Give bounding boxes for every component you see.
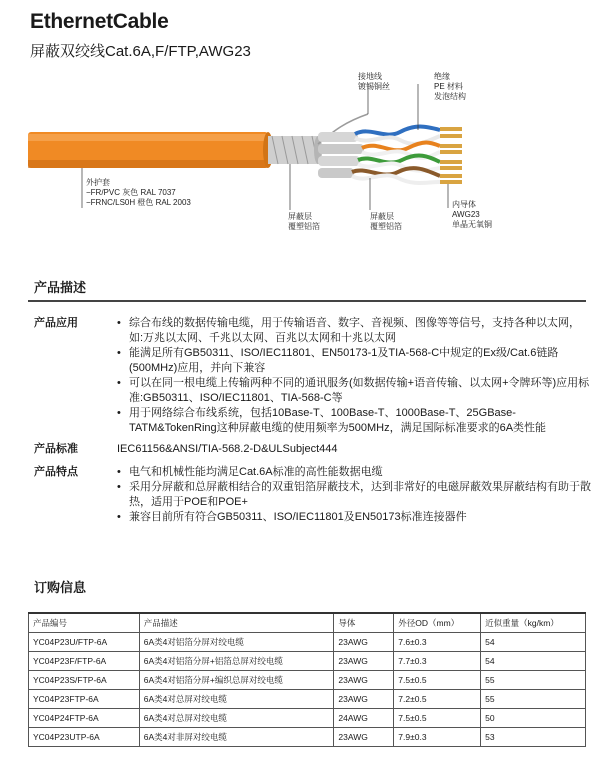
cell-od: 7.5±0.5 [394,708,481,727]
description-section [34,316,594,529]
cell-weight: 55 [481,670,586,689]
cell-od: 7.2±0.5 [394,689,481,708]
list-item: • 采用分屏蔽和总屏蔽相结合的双重铝箔屏蔽技术，达到非常好的电磁屏蔽效果屏蔽结构有助于散热，适用于POE和POE+ [117,481,591,508]
copper-conductors [440,127,462,184]
cell-weight: 55 [481,689,586,708]
cell-description: 6A类4对总屏对绞电缆 [139,689,334,708]
cell-part-number: YC04P23S/FTP-6A [29,670,140,689]
callout-shield-overall: 屏蔽层 覆塑铝箔 [288,212,320,231]
cell-conductor: 23AWG [334,689,394,708]
cell-conductor: 24AWG [334,708,394,727]
cable-illustration [0,60,614,275]
cell-part-number: YC04P24FTP-6A [29,708,140,727]
page-subtitle: 屏蔽双绞线Cat.6A,F/FTP,AWG23 [30,43,251,60]
table-row [29,670,586,689]
cell-weight: 54 [481,632,586,651]
application-row [34,316,594,436]
callout-jacket: 外护套 −FR/PVC 灰色 RAL 7037 −FRNC/LS0H 橙色 RAL 2003 [86,178,191,207]
column-header: 外径OD（mm） [394,613,481,632]
description-divider [28,300,586,302]
cell-part-number: YC04P23F/FTP-6A [29,651,140,670]
twisted-pairs [352,127,440,184]
cell-od: 7.9±0.3 [394,727,481,746]
application-label: 产品应用 [34,317,78,329]
callout-shield-pair: 屏蔽层 覆塑铝箔 [370,212,402,231]
table-row [29,651,586,670]
cell-conductor: 23AWG [334,632,394,651]
cell-description: 6A类4对铝箔分屏+铝箔总屏对绞电缆 [139,651,334,670]
ordering-table [28,612,586,747]
cell-od: 7.5±0.5 [394,670,481,689]
list-item: • 兼容目前所有符合GB50311、ISO/IEC11801及EN50173标准连接器件 [117,511,467,523]
callout-ground-wire: 接地线 镀锡铜丝 [358,72,390,91]
list-item: • 综合布线的数据传输电缆，用于传输语音、数字、音视频、图像等等信号，支持各种以太网，如:万兆以太网、千兆以太网、百兆以太网和十兆以太网 [117,317,580,344]
ordering-heading: 订购信息 [34,580,87,595]
cell-conductor: 23AWG [334,670,394,689]
list-item: • 能满足所有GB50311、ISO/IEC11801、EN50173-1及TIA-568-C中规定的Ex级/Cat.6链路(500MHz)应用，并向下兼容 [117,347,559,374]
column-header: 近似重量（kg/km） [481,613,586,632]
callout-insulation: 绝缘 PE 材料 发泡结构 [434,72,466,101]
column-header: 产品描述 [139,613,334,632]
cell-description: 6A类4对铝箔分屏+编织总屏对绞电缆 [139,670,334,689]
cell-od: 7.7±0.3 [394,651,481,670]
standard-row [34,442,594,457]
list-item: • 电气和机械性能均满足Cat.6A标准的高性能数据电缆 [117,466,383,478]
column-header: 产品编号 [29,613,140,632]
table-row [29,727,586,746]
table-row [29,632,586,651]
page-title: EthernetCable [30,10,169,33]
cell-part-number: YC04P23UTP-6A [29,727,140,746]
standard-label: 产品标准 [34,443,78,455]
standard-value: IEC61156&ANSI/TIA-568.2-D&ULSubject444 [117,443,338,455]
cell-description: 6A类4对总屏对绞电缆 [139,708,334,727]
cell-conductor: 23AWG [334,727,394,746]
cell-weight: 53 [481,727,586,746]
cell-od: 7.6±0.3 [394,632,481,651]
features-row [34,465,594,525]
cell-part-number: YC04P23U/FTP-6A [29,632,140,651]
table-header-row [29,613,586,632]
features-label: 产品特点 [34,466,78,478]
table-row [29,708,586,727]
cell-weight: 54 [481,651,586,670]
cell-conductor: 23AWG [334,651,394,670]
cell-part-number: YC04P23FTP-6A [29,689,140,708]
cell-description: 6A类4对铝箔分屏对绞电缆 [139,632,334,651]
callout-conductor: 内导体 AWG23 单晶无氧铜 [452,200,492,229]
column-header: 导体 [334,613,394,632]
table-row [29,689,586,708]
cable-diagram [0,60,614,275]
cell-weight: 50 [481,708,586,727]
list-item: • 用于网络综合布线系统，包括10Base-T、100Base-T、1000Base-T、25GBase-TATM&TokenRing这种屏蔽电缆的使用频率为500MHz，满足国际标准要求的6A类性能 [117,407,547,434]
cell-description: 6A类4对非屏对绞电缆 [139,727,334,746]
list-item: • 可以在同一根电缆上传输两种不同的通讯服务(如数据传输+语音传输、以太网+令牌环等)应用标准:GB50311、ISO/IEC11801、TIA-568-C等 [117,377,590,404]
description-heading: 产品描述 [34,280,87,295]
